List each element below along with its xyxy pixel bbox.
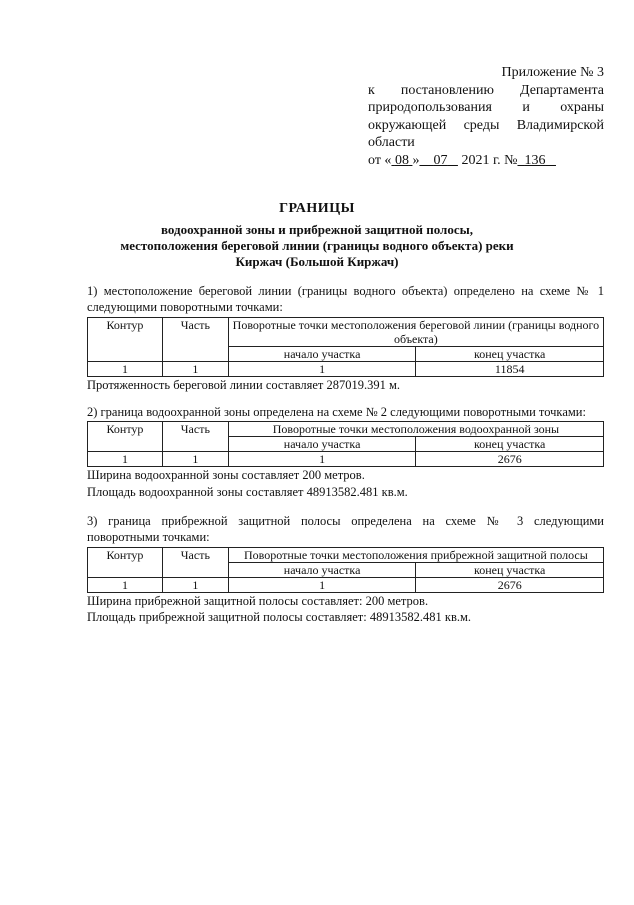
title-main: ГРАНИЦЫ [279, 201, 355, 216]
header-end: конец участка [416, 562, 604, 577]
annex-line: к постановлению Департамента [368, 82, 604, 98]
section-1-intro: 1) местоположение береговой линии (границы водного объекта) определено на схеме № 1 [87, 284, 604, 298]
date-day: 08 [394, 152, 409, 168]
cell-start: 1 [228, 577, 416, 592]
header-contour: Контур [88, 547, 163, 577]
section-2-width-note: Ширина водоохранной зоны составляет 200 метров. [87, 468, 365, 483]
header-end: конец участка [416, 346, 604, 361]
cell-contour: 1 [88, 361, 163, 376]
section-1-note: Протяженность береговой линии составляет 287019.391 м. [87, 377, 401, 392]
document-title [120, 200, 514, 270]
section-3-intro: 3) граница прибрежной защитной полосы определена на схеме № 3 следующими [87, 514, 604, 528]
section-2-area-note: Площадь водоохранной зоны составляет 48913582.481 кв.м. [87, 484, 408, 499]
cell-start: 1 [228, 452, 416, 467]
annex-line: области [368, 135, 415, 150]
cell-part: 1 [162, 452, 228, 467]
cell-end: 11854 [416, 361, 604, 376]
title-subtitle: водоохранной зоны и прибрежной защитной полосы, местоположения береговой линии (границы водного объекта) реки Киржач (Большой Киржач) [120, 222, 514, 270]
header-points: Поворотные точки местоположения водоохранной зоны [228, 422, 603, 437]
points-table-1 [87, 317, 604, 377]
annex-line: окружающей среды Владимирской [368, 117, 604, 133]
annex-line: природопользования и охраны [368, 100, 604, 115]
section-3-intro-cont: поворотными точками: [87, 530, 210, 545]
document-number: 136 [524, 152, 546, 168]
section-3-width-note: Ширина прибрежной защитной полосы составляет: 200 метров. [87, 593, 429, 608]
header-points: Поворотные точки местоположения береговой линии (границы водного объекта) [228, 317, 603, 346]
date-mid: » [412, 152, 420, 168]
date-year: 2021 г. № [461, 152, 518, 168]
cell-contour: 1 [88, 452, 163, 467]
section-2 [87, 404, 604, 500]
points-table-3 [87, 547, 604, 593]
cell-contour: 1 [88, 577, 163, 592]
header-part: Часть [162, 317, 228, 361]
header-contour: Контур [88, 422, 163, 452]
cell-part: 1 [162, 361, 228, 376]
header-start: начало участка [228, 562, 416, 577]
section-2-intro: 2) граница водоохранной зоны определена на схеме № 2 следующими поворотными точками: [87, 405, 586, 419]
annex-date-line [368, 152, 604, 170]
cell-start: 1 [228, 361, 416, 376]
annex-block [368, 64, 604, 169]
cell-end: 2676 [416, 452, 604, 467]
date-prefix: от « [368, 152, 392, 168]
header-part: Часть [162, 422, 228, 452]
cell-part: 1 [162, 577, 228, 592]
annex-title: Приложение № 3 [501, 65, 604, 80]
section-3-area-note: Площадь прибрежной защитной полосы составляет: 48913582.481 кв.м. [87, 609, 472, 624]
cell-end: 2676 [416, 577, 604, 592]
section-1 [87, 283, 604, 393]
table-row [88, 452, 604, 467]
header-points: Поворотные точки местоположения прибрежной защитной полосы [228, 547, 603, 562]
section-3 [87, 513, 604, 625]
table-row [88, 577, 604, 592]
header-start: начало участка [228, 437, 416, 452]
header-part: Часть [162, 547, 228, 577]
header-contour: Контур [88, 317, 163, 361]
section-1-intro-cont: следующими поворотными точками: [87, 300, 283, 315]
header-start: начало участка [228, 346, 416, 361]
table-row [88, 361, 604, 376]
header-end: конец участка [416, 437, 604, 452]
points-table-2 [87, 421, 604, 467]
date-month: 07 [433, 152, 448, 168]
